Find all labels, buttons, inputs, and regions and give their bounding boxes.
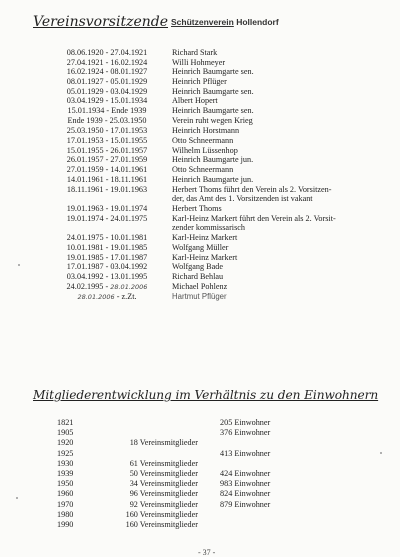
chair-dates-text: 27.04.1921 - 16.02.1924 [66,58,148,67]
chair-name: Heinrich Baumgarte jun. [172,175,254,184]
resident-count: 205 Einwohner [220,418,271,427]
member-year: 1970 [57,499,74,509]
chair-name: Heinrich Pflüger [172,77,227,86]
chair-name: Hartmut Pflüger [172,292,227,301]
handwritten-date: 28.01.2006 [110,283,148,291]
chair-dates-text: 19.01.1963 - 19.01.1974 [66,204,148,213]
member-year: 1920 [57,438,74,448]
member-year: 1930 [57,458,74,468]
chair-dates-text: 17.01.1987 - 03.04.1992 [66,262,148,271]
chair-name: Otto Schneermann [172,136,234,145]
member-count: 50 Vereinsmitglieder [129,469,198,478]
chair-dates-text: 27.01.1959 - 14.01.1961 [66,165,148,174]
resident-count: 413 Einwohner [220,448,271,458]
chair-dates [56,106,158,115]
chair-dates [56,185,158,194]
chair-dates [56,233,158,242]
chair-name: Richard Stark [172,48,218,57]
chair-dates [56,126,158,135]
chair-dates [56,292,158,302]
resident-count: 424 Einwohner [220,469,271,478]
chair-dates-text: 08.06.1920 - 27.04.1921 [66,48,148,57]
chair-dates-text: 14.01.1961 - 18.11.1961 [66,175,148,184]
chair-dates-text: - z.Zt. [114,292,137,301]
chair-name: Wilhelm Lüssenhop [172,146,238,155]
member-count: 160 Vereinsmitglieder [125,509,198,519]
chair-name: Heinrich Horstmann [172,126,240,135]
chair-name: Wolfgang Müller [172,243,229,252]
chair-dates-text: 15.01.1934 - Ende 1939 [67,106,147,115]
chair-dates-text: 26.01.1957 - 27.01.1959 [66,155,148,164]
chair-name: Otto Schneermann [172,165,234,174]
club-name [171,17,279,27]
member-count: 61 Vereinsmitglieder [129,458,198,468]
scan-speck [18,264,20,266]
chair-name: Karl-Heinz Markert führt den Verein als 2. Vorsit- [172,214,336,223]
chair-name: Willi Hohmeyer [172,58,226,67]
chair-dates-text: 16.02.1924 - 08.01.1927 [66,67,148,76]
chair-dates-text: 08.01.1927 - 05.01.1929 [66,77,148,86]
chair-name: Richard Behlau [172,272,224,281]
chair-dates [56,272,158,281]
chair-dates [56,67,158,76]
chair-dates-text: 03.04.1992 - 13.01.1995 [66,272,148,281]
chair-dates-text: 17.01.1953 - 15.01.1955 [66,136,148,145]
member-year: 1905 [57,428,74,438]
chair-dates [56,253,158,262]
resident-count: 376 Einwohner [220,428,271,438]
chair-dates [56,136,158,145]
member-count: 160 Vereinsmitglieder [125,520,198,529]
chair-dates [56,48,158,57]
chair-dates [56,262,158,271]
chair-dates [56,243,158,252]
chair-name: Albert Hopert [172,96,218,105]
chair-dates-text: Ende 1939 - 25.03.1950 [67,116,147,125]
member-year: 1821 [57,418,74,427]
chair-dates [56,204,158,213]
chair-dates [56,175,158,184]
chair-dates [56,282,158,292]
chair-name: Karl-Heinz Markert [172,233,238,242]
member-year: 1990 [57,520,74,529]
handwritten-date: 28.01.2006 [77,293,115,301]
chair-dates-text: 24.01.1975 - 10.01.1981 [66,233,148,242]
chair-dates [56,96,158,105]
chair-dates-text: 18.11.1961 - 19.01.1963 [66,185,148,194]
chair-name-continued: der, das Amt des 1. Vorsitzenden ist vakant [172,194,313,203]
chair-dates-text: 03.04.1929 - 15.01.1934 [66,96,148,105]
member-year: 1960 [57,489,74,499]
resident-count: 983 Einwohner [220,479,271,489]
chair-dates [56,146,158,155]
member-year: 1950 [57,479,74,489]
member-count: 18 Vereinsmitglieder [129,438,198,448]
member-count: 96 Vereinsmitglieder [129,489,198,499]
club-name-part-2: Hollendorf [236,17,279,27]
club-name-part-1: Schützenverein [171,17,234,27]
chair-dates [56,87,158,96]
chair-dates [56,155,158,164]
scan-speck [16,497,18,499]
chair-dates-text: 15.01.1955 - 26.01.1957 [66,146,148,155]
resident-count: 824 Einwohner [220,489,271,499]
member-year: 1980 [57,509,74,519]
chair-name: Wolfgang Bade [172,262,223,271]
chair-name: Heinrich Baumgarte sen. [172,67,254,76]
member-year: 1925 [57,448,74,458]
chair-name-continued: zender kommissarisch [172,223,245,232]
chair-dates-text: 05.01.1929 - 03.04.1929 [66,87,148,96]
chair-dates [56,58,158,67]
chair-name: Heinrich Baumgarte jun. [172,155,254,164]
member-count: 92 Vereinsmitglieder [129,499,198,509]
chair-dates-text: 19.01.1974 - 24.01.1975 [66,214,148,223]
chair-name: Heinrich Baumgarte sen. [172,87,254,96]
chair-dates-text: 10.01.1981 - 19.01.1985 [66,243,148,252]
chair-dates [56,116,158,125]
chair-dates-text: 19.01.1985 - 17.01.1987 [66,253,148,262]
chair-dates [56,165,158,174]
chair-dates [56,214,158,223]
chair-dates [56,77,158,86]
chair-name: Karl-Heinz Markert [172,253,238,262]
scan-speck [380,452,382,454]
chair-name: Heinrich Baumgarte sen. [172,106,254,115]
member-development-title: Mitgliederentwicklung im Verhältnis zu den Einwohnern [33,388,379,402]
chair-name: Verein ruht wegen Krieg [172,116,253,125]
resident-count: 879 Einwohner [220,499,271,509]
chair-name: Herbert Thoms führt den Verein als 2. Vorsitzen- [172,185,332,194]
member-year: 1939 [57,469,74,478]
chair-name: Herbert Thoms [172,204,222,213]
chair-name: Michael Pohlenz [172,282,228,291]
member-count: 34 Vereinsmitglieder [129,479,198,489]
page-number: - 37 - [198,548,216,557]
chair-dates-text: 25.03.1950 - 17.01.1953 [66,126,148,135]
chairmen-title: Vereinsvorsitzende [33,14,169,30]
chair-dates-text: 24.02.1995 - [66,282,111,291]
